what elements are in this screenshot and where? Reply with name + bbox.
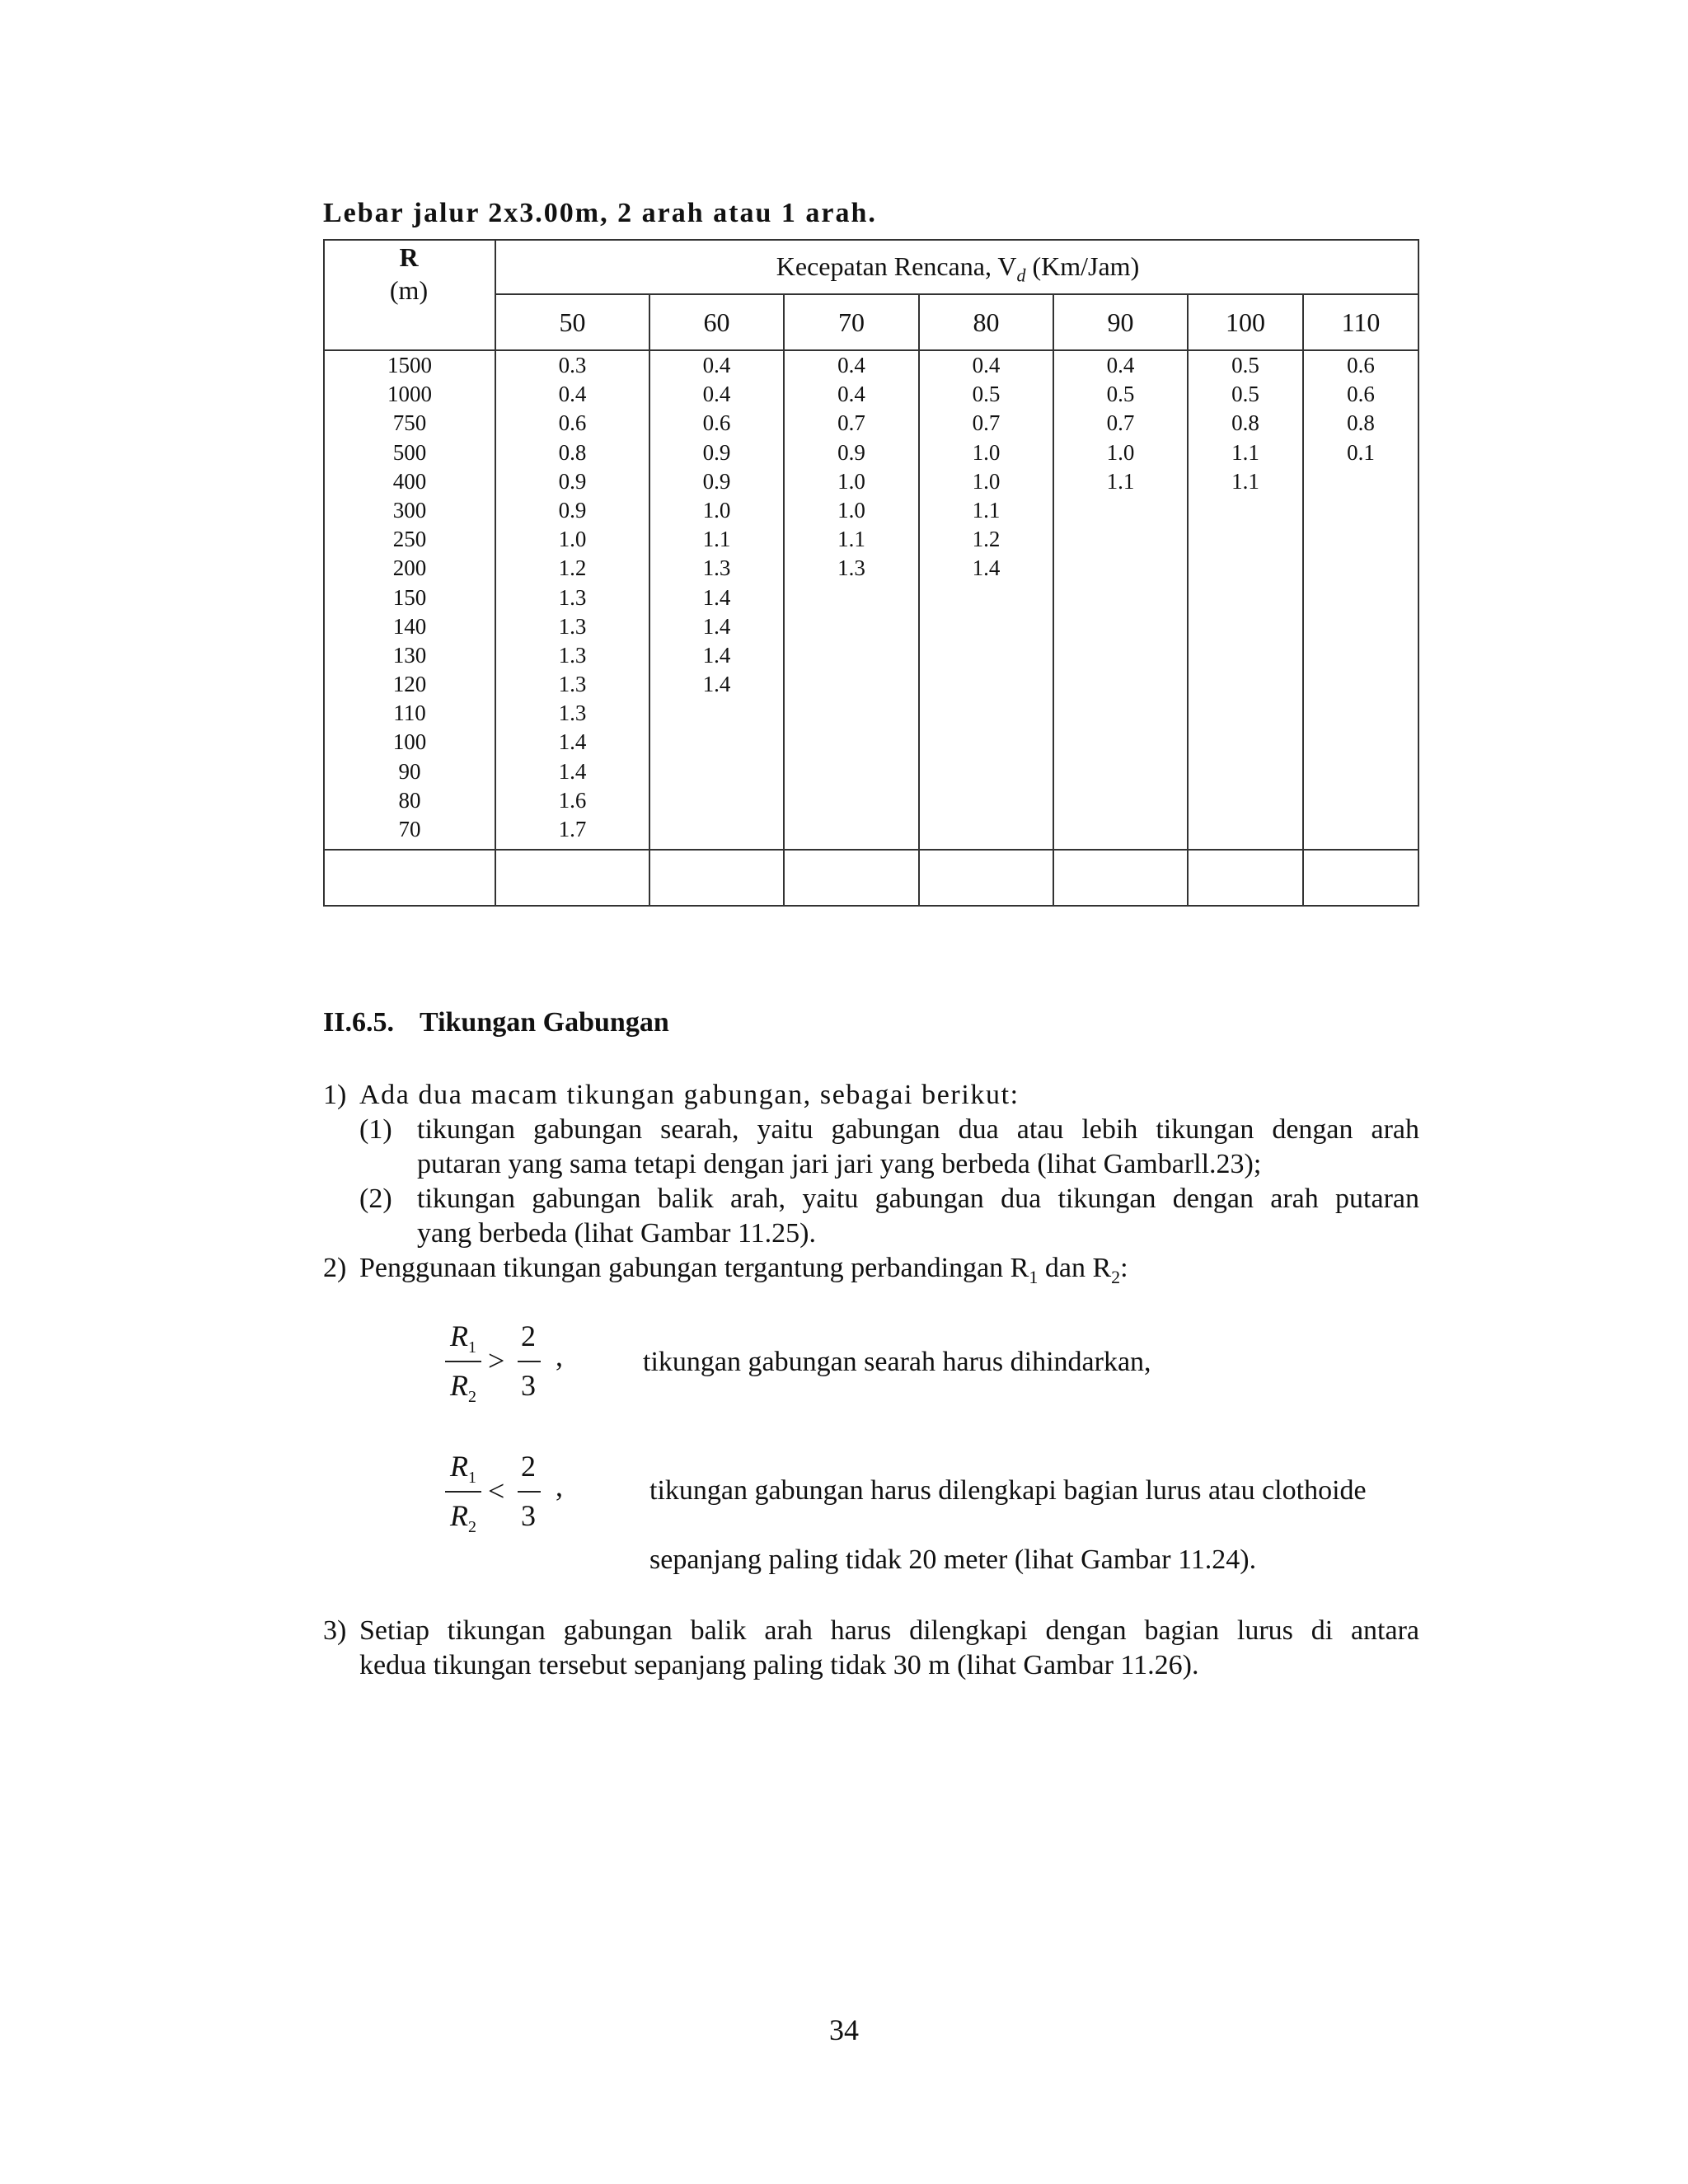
value-column-90 [1054,351,1187,496]
value-cell: 0.8 [1231,410,1259,436]
fraction-bar [445,1491,481,1493]
radius-cell: 150 [392,584,427,610]
table-border-right [1418,239,1419,907]
radius-cell: 200 [392,555,427,581]
value-cell: 1.1 [1106,468,1135,494]
value-cell: 1.4 [558,758,587,784]
list-number: 3) [323,1615,347,1646]
value-cell: 1.3 [702,555,731,581]
list-text-line: Setiap tikungan gabungan balik arah harus dilengkapi dengan bagian lurus di antara [359,1615,1419,1646]
speed-90: 90 [1107,307,1134,337]
value-cell: 0.7 [837,410,865,436]
value-cell: 0.6 [1347,353,1375,377]
value-cell: 0.4 [972,353,1001,377]
comma: , [556,1339,563,1372]
value-cell: 1.1 [1231,468,1259,494]
value-column-100 [1189,351,1302,496]
value-cell: 1.4 [702,672,731,697]
value-cell: 1.1 [702,527,731,552]
value-cell: 0.9 [837,439,865,465]
value-cell: 1.0 [1106,439,1135,465]
value-column-70 [785,351,918,583]
value-cell: 1.0 [837,497,865,523]
value-cell: 1.3 [558,642,587,668]
value-cell: 1.4 [558,729,587,755]
value-cell: 0.3 [558,353,587,377]
value-cell: 1.0 [837,468,865,494]
radius-cell: 90 [398,758,421,784]
formula-ratio-less [445,1449,577,1540]
radius-header [323,241,495,307]
value-cell: 1.3 [558,613,587,639]
radius-cell: 1500 [387,353,432,377]
value-cell: 1.4 [702,584,731,610]
value-cell: 1.1 [972,497,1001,523]
sub-text-line: putaran yang sama tetapi dengan jari jari yang berbeda (lihat Gambarll.23); [417,1149,1262,1179]
value-cell: 1.3 [558,701,587,726]
formula-2-description-line2: sepanjang paling tidak 20 meter (lihat Gambar 11.24). [649,1544,1257,1575]
radius-cell: 80 [398,787,421,813]
value-cell: 0.5 [1231,382,1259,407]
value-cell: 0.1 [1347,439,1375,465]
value-cell: 1.0 [702,497,731,523]
radius-cell: 110 [393,701,426,726]
value-cell: 1.3 [558,672,587,697]
value-cell: 1.3 [558,584,587,610]
list-number: 1) [323,1080,347,1110]
value-cell: 0.5 [972,382,1001,407]
fraction-numerator: $R_1$ [450,1319,476,1357]
value-cell: 0.4 [702,353,731,377]
radius-cell: 70 [398,817,421,841]
sub-text-line: yang berbeda (lihat Gambar 11.25). [417,1218,817,1249]
fraction-numerator: 2 [521,1319,536,1352]
value-cell: 1.0 [972,468,1001,494]
less-than-sign: < [488,1474,505,1507]
formula-ratio-greater [445,1319,577,1409]
footer-row-line [323,849,1419,851]
fraction-denominator: 3 [521,1499,536,1532]
value-cell: 1.7 [558,817,587,841]
value-cell: 0.8 [1347,410,1375,436]
value-cell: 1.4 [702,642,731,668]
comma: , [556,1469,563,1502]
list-item-1 [323,1078,1020,1113]
table-border-bottom [323,905,1419,907]
radius-cell: 140 [392,613,427,639]
value-cell: 0.5 [1106,382,1135,407]
list-item-2: 2) Penggunaan tikungan gabungan tergantung perbandingan $R_1$ dan $R_2$: [323,1253,1128,1287]
value-cell: 1.6 [558,787,587,813]
section-title: Tikungan Gabungan [420,1007,669,1038]
value-cell: 1.2 [558,555,587,581]
speed-60: 60 [703,307,730,337]
speed-80: 80 [973,307,1000,337]
greater-than-sign: > [488,1344,505,1377]
value-cell: 0.6 [702,410,731,436]
value-cell: 1.0 [972,439,1001,465]
fraction-bar [445,1361,481,1362]
value-column-80 [920,351,1053,583]
fraction-numerator: 2 [521,1450,536,1483]
value-cell: 1.4 [972,555,1001,581]
value-cell: 0.4 [558,382,587,407]
value-column-60 [650,351,783,699]
sub-number: (2) [359,1183,392,1214]
speed-50: 50 [559,307,586,337]
radius-cell: 130 [392,642,427,668]
value-cell: 0.6 [558,410,587,436]
radius-cell: 120 [392,672,427,697]
value-cell: 0.6 [1347,382,1375,407]
speed-100: 100 [1226,307,1265,337]
fraction-denominator: $R_2$ [450,1499,476,1537]
list-number: 2) [323,1253,347,1283]
radius-cell: 400 [392,468,427,494]
value-cell: 0.9 [702,439,731,465]
value-cell: 0.5 [1231,353,1259,377]
radius-cell: 100 [392,729,427,755]
section-heading [323,1007,669,1038]
fraction-denominator: 3 [521,1369,536,1402]
sub-text-line: tikungan gabungan balik arah, yaitu gabungan dua tikungan dengan arah putaran [417,1183,1419,1214]
value-column-50 [496,351,649,844]
formula-1-description: tikungan gabungan searah harus dihindarkan, [643,1347,1151,1377]
value-cell: 1.2 [972,527,1001,552]
value-column-110 [1304,351,1418,467]
radius-cell: 750 [392,410,427,436]
speed-header-title: Kecepatan Rencana, $V_d$ (Km/Jam) [776,251,1140,286]
value-cell: 0.9 [558,497,587,523]
value-cell: 0.9 [702,468,731,494]
formula-2-description-line1: tikungan gabungan harus dilengkapi bagian lurus atau clothoide [649,1475,1367,1506]
value-cell: 1.1 [837,527,865,552]
radius-cell: 1000 [387,382,432,407]
value-cell: 0.4 [1106,353,1135,377]
value-cell: 1.4 [702,613,731,639]
value-cell: 0.4 [837,353,865,377]
list-text-line: kedua tikungan tersebut sepanjang paling tidak 30 m (lihat Gambar 11.26). [359,1650,1199,1680]
sub-text-line: tikungan gabungan searah, yaitu gabungan dua atau lebih tikungan dengan arah [417,1114,1419,1145]
value-cell: 0.9 [558,468,587,494]
value-cell: 0.4 [702,382,731,407]
value-cell: 1.3 [837,555,865,581]
fraction-denominator: $R_2$ [450,1369,476,1407]
speed-110: 110 [1341,307,1381,337]
sub-number: (1) [359,1114,392,1145]
value-cell: 0.4 [837,382,865,407]
radius-unit: (m) [389,275,429,305]
table-title: Lebar jalur 2x3.00m, 2 arah atau 1 arah. [323,198,877,228]
radius-cell: 300 [392,497,427,523]
radius-column [325,351,495,844]
fraction-bar [518,1491,541,1493]
fraction-numerator: $R_1$ [450,1450,476,1488]
page-number: 34 [829,2013,859,2046]
value-cell: 0.7 [972,410,1001,436]
radius-cell: 250 [392,527,427,552]
value-cell: 1.1 [1231,439,1259,465]
value-cell: 1.0 [558,527,587,552]
fraction-bar [518,1361,541,1362]
section-number: II.6.5. [323,1007,394,1038]
value-cell: 0.8 [558,439,587,465]
radius-header-label: R [399,242,419,272]
superelevation-table [323,239,1419,907]
speed-70: 70 [838,307,865,337]
radius-cell: 500 [392,439,427,465]
list-text: Ada dua macam tikungan gabungan, sebagai berikut: [359,1080,1020,1110]
value-cell: 0.7 [1106,410,1135,436]
